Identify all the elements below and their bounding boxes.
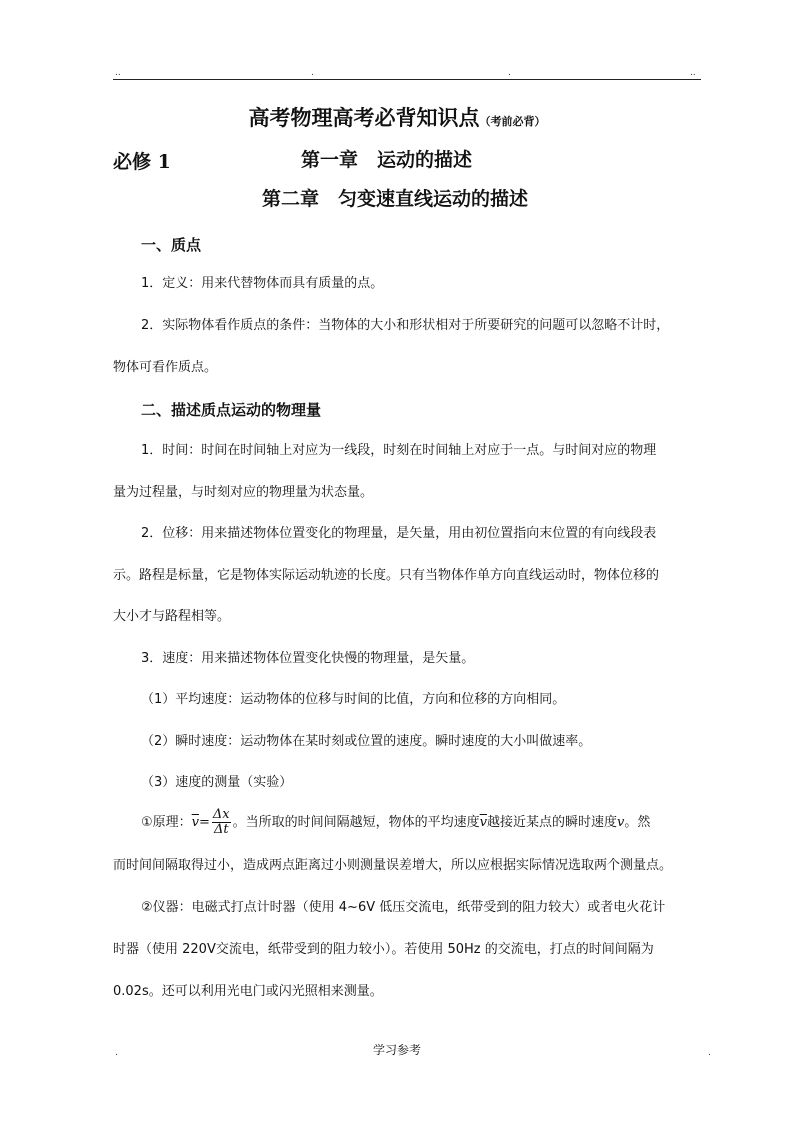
paragraph-line: 2．位移：用来描述物体位置变化的物理量，是矢量，用由初位置指向末位置的有向线段表 (141, 526, 657, 541)
formula-numerator: Δx (212, 807, 230, 822)
paragraph-line: （2）瞬时速度：运动物体在某时刻或位置的速度。瞬时速度的大小叫做速率。 (141, 734, 592, 749)
paragraph-line: 3．速度：用来描述物体位置变化快慢的物理量，是矢量。 (141, 651, 475, 666)
footer-dot: . (708, 1048, 711, 1058)
header-dot: . (508, 68, 511, 78)
paragraph-line: 量为过程量，与时刻对应的物理量为状态量。 (113, 485, 374, 500)
title-main: 高考物理高考必背知识点 (248, 105, 480, 130)
section-heading: 二、描述质点运动的物理量 (141, 401, 322, 419)
principle-line (141, 806, 650, 840)
chapter-title: 第一章 运动的描述 (301, 149, 473, 171)
principle-prefix: ①原理： (141, 815, 192, 830)
formula-denominator: Δt (213, 822, 229, 837)
paragraph-line: 1．定义：用来代替物体而具有质量的点。 (141, 276, 384, 291)
header-dot: . (311, 68, 314, 78)
principle-text: 。当所取的时间间隔越短，物体的平均速度 (232, 815, 480, 830)
equals-sign: = (199, 815, 210, 830)
principle-text: 。然 (624, 815, 651, 830)
section-heading: 一、质点 (141, 236, 202, 254)
paragraph-line: 0.02s。还可以利用光电门或闪光照相来测量。 (113, 984, 383, 999)
chapter-title: 第二章 匀变速直线运动的描述 (262, 188, 529, 210)
header-rule (113, 79, 701, 80)
title-sub: （考前必背） (479, 115, 546, 128)
paragraph-line: 物体可看作质点。 (113, 360, 218, 375)
header-dot: .. (690, 68, 696, 78)
header-dot: .. (115, 68, 121, 78)
document-title (0, 104, 794, 136)
average-velocity-symbol: $\overline{v}$ (479, 815, 488, 830)
paragraph-line: ②仪器：电磁式打点计时器（使用 4~6V 低压交流电，纸带受到的阻力较大）或者电火花计 (141, 900, 666, 915)
instant-velocity-symbol: v (617, 815, 625, 830)
paragraph-line: 示。路程是标量，它是物体实际运动轨迹的长度。只有当物体作单方向直线运动时，物体位移的 (113, 568, 660, 583)
average-velocity-symbol: $\overline{v}$ (191, 815, 200, 830)
principle-text: 越接近某点的瞬时速度 (487, 815, 618, 830)
page-footer: 学习参考 (372, 1043, 421, 1057)
paragraph-line: 1．时间：时间在时间轴上对应为一线段，时刻在时间轴上对应于一点。与时间对应的物理 (141, 443, 657, 458)
paragraph-line: （1）平均速度：运动物体的位移与时间的比值，方向和位移的方向相同。 (141, 692, 566, 707)
paragraph-line: 2．实际物体看作质点的条件：当物体的大小和形状相对于所要研究的问题可以忽略不计时， (141, 318, 670, 333)
module-label: 必修 1 (113, 151, 171, 173)
paragraph-line: 大小才与路程相等。 (113, 609, 231, 624)
paragraph-line: 时器（使用 220V交流电，纸带受到的阻力较小）。若使用 50Hz 的交流电，打点的时间间隔为 (113, 942, 654, 957)
footer-dot: . (115, 1048, 118, 1058)
velocity-formula (212, 808, 231, 837)
paragraph-line: （3）速度的测量（实验） (141, 775, 293, 790)
paragraph-line: 而时间间隔取得过小，造成两点距离过小则测量误差增大，所以应根据实际情况选取两个测量点。 (113, 858, 673, 873)
